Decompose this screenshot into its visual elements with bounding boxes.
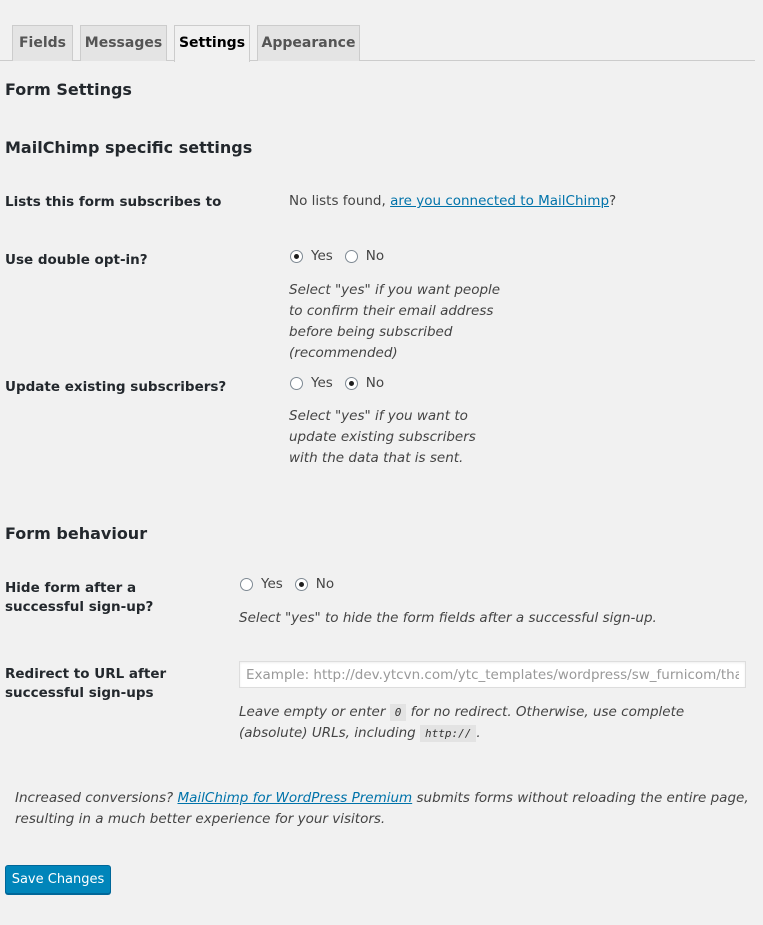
redirect-desc-part2: for no redirect. Otherwise, use complete (absolute) URLs, including xyxy=(239,704,685,741)
hide-form-yes-label[interactable]: Yes xyxy=(261,576,283,592)
form-settings-heading: Form Settings xyxy=(5,80,132,99)
update-existing-description: Select "yes" if you want to update existing subscribers with the data that is sent. xyxy=(289,408,476,466)
update-existing-label: Update existing subscribers? xyxy=(5,379,227,395)
update-existing-yes-radio[interactable] xyxy=(290,377,303,390)
double-optin-label: Use double opt-in? xyxy=(5,252,148,268)
double-optin-radio-group xyxy=(290,248,396,264)
hide-form-yes-radio[interactable] xyxy=(240,578,253,591)
lists-suffix: ? xyxy=(609,193,617,209)
premium-promo xyxy=(15,788,750,830)
promo-prefix: Increased conversions? xyxy=(15,790,178,806)
save-changes-button[interactable]: Save Changes xyxy=(5,865,111,894)
redirect-code-zero: 0 xyxy=(390,704,407,721)
promo-suffix: submits forms without reloading the entire page, resulting in a much better experience for your visitors. xyxy=(15,790,749,827)
tab-messages[interactable]: Messages xyxy=(80,25,167,61)
form-behaviour-heading: Form behaviour xyxy=(5,524,148,543)
double-optin-no-radio[interactable] xyxy=(345,250,358,263)
redirect-code-http: http:// xyxy=(420,725,476,742)
double-optin-description: Select "yes" if you want people to confirm their email address before being subscribed (recommended) xyxy=(289,282,501,361)
connect-mailchimp-link[interactable]: are you connected to MailChimp xyxy=(390,193,610,209)
lists-value xyxy=(289,193,616,209)
update-existing-yes-label[interactable]: Yes xyxy=(311,375,333,391)
premium-link[interactable]: MailChimp for WordPress Premium xyxy=(177,790,413,806)
redirect-url-input[interactable] xyxy=(239,661,746,688)
redirect-desc-part3: . xyxy=(476,725,481,741)
redirect-description xyxy=(239,702,754,744)
hide-form-label: Hide form after a successful sign-up? xyxy=(5,580,154,615)
update-existing-no-label[interactable]: No xyxy=(365,375,385,391)
hide-form-radio-group xyxy=(240,576,346,592)
redirect-desc-part1: Leave empty or enter xyxy=(239,704,390,720)
hide-form-no-radio[interactable] xyxy=(295,578,308,591)
update-existing-radio-group xyxy=(290,375,396,391)
double-optin-yes-radio[interactable] xyxy=(290,250,303,263)
double-optin-yes-label[interactable]: Yes xyxy=(311,248,333,264)
settings-tabs xyxy=(0,0,755,61)
double-optin-no-label[interactable]: No xyxy=(365,248,385,264)
lists-text: No lists found, xyxy=(289,193,391,209)
tab-appearance[interactable]: Appearance xyxy=(257,25,360,61)
mailchimp-settings-heading: MailChimp specific settings xyxy=(5,138,253,157)
tab-fields[interactable]: Fields xyxy=(12,25,73,61)
lists-label: Lists this form subscribes to xyxy=(5,194,222,210)
hide-form-no-label[interactable]: No xyxy=(315,576,335,592)
hide-form-description: Select "yes" to hide the form fields after a successful sign-up. xyxy=(239,610,657,626)
tab-settings[interactable]: Settings xyxy=(174,25,250,62)
update-existing-no-radio[interactable] xyxy=(345,377,358,390)
redirect-label: Redirect to URL after successful sign-ups xyxy=(5,666,167,701)
